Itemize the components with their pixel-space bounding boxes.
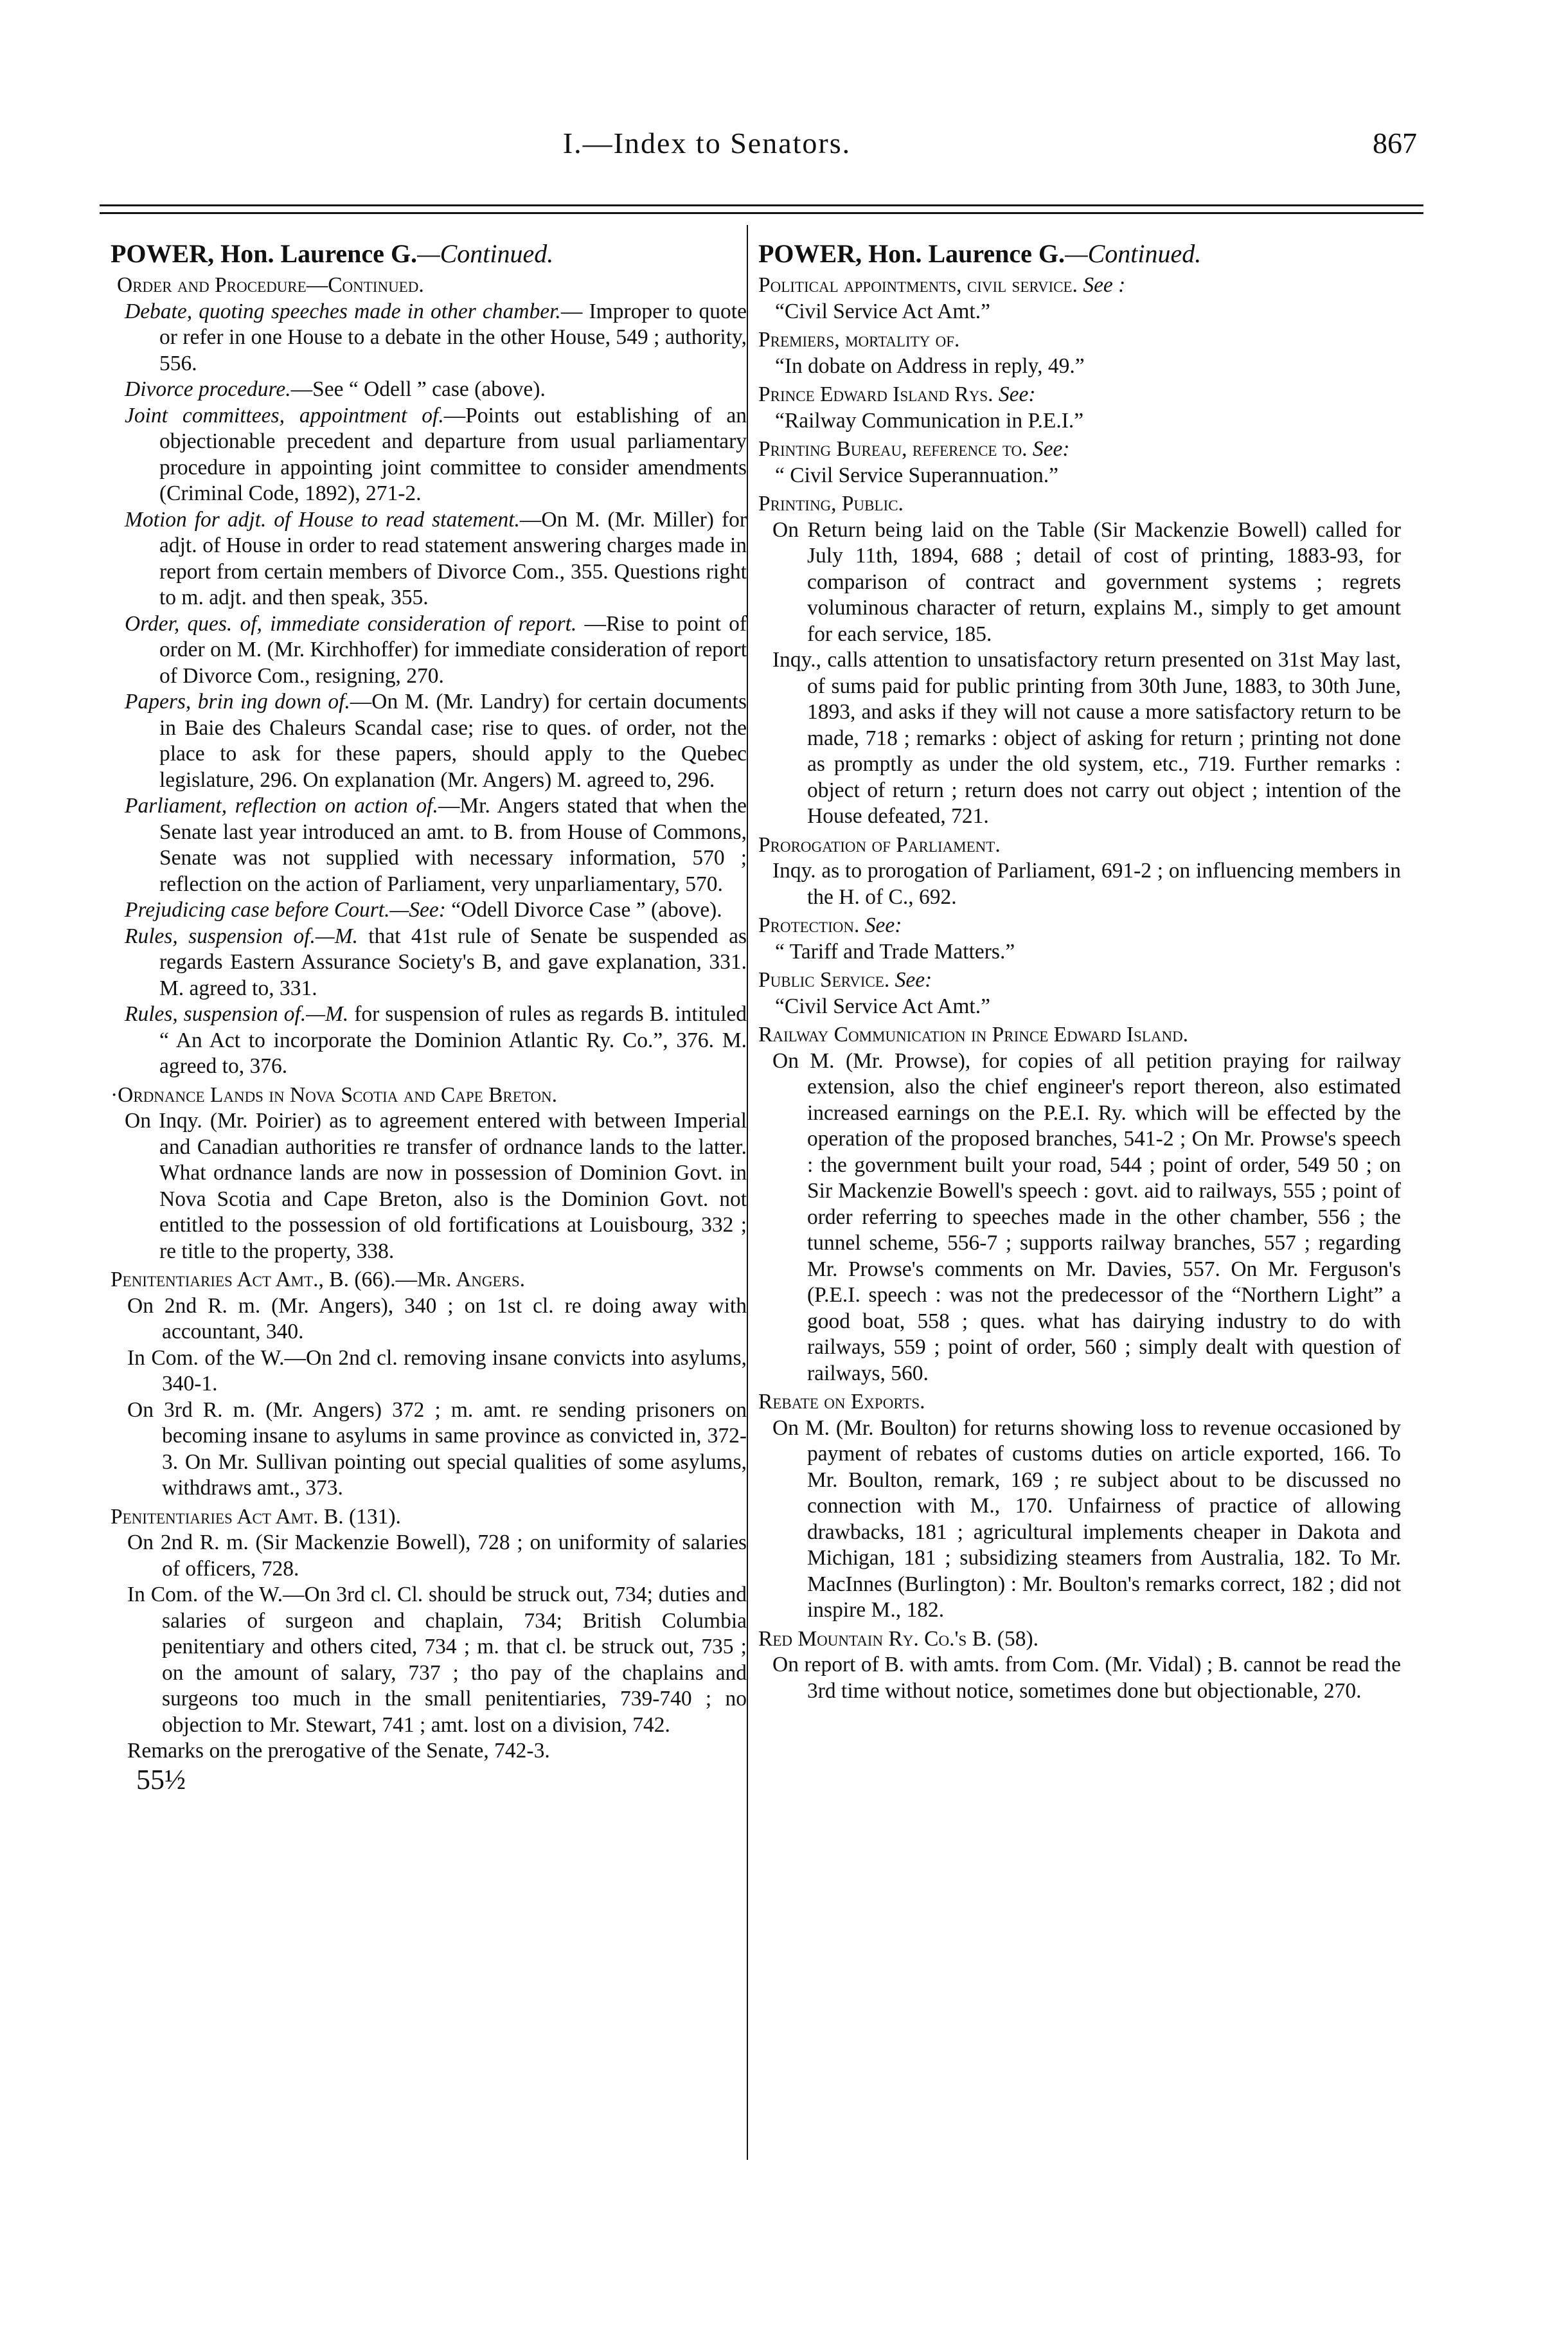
section-title-text: Premiers, mortality of.	[758, 328, 960, 352]
section-title-text: Railway Communication in Prince Edward Island.	[758, 1023, 1189, 1047]
section-title	[758, 832, 1401, 859]
entry-text: —On M. (Mr. Miller) for adjt. of House in order to read statement answering charges made in report from certain members of Divorce Com., 355. Questions right to m. adjt. and then speak, 355.	[159, 507, 747, 609]
see-reference: See:	[889, 968, 932, 992]
index-entry: In Com. of the W.—On 2nd cl. removing insane convicts into asylums, 340-1.	[127, 1345, 747, 1396]
index-entry: In Com. of the W.—On 3rd cl. Cl. should be struck out, 734; duties and salaries of surgeon and chaplain, 734; British Columbia penitentiary and others cited, 734 ; m. that cl. be struck out, 735 ; on the amount of salary, 737 ; tho pay of the chaplains and surgeons too much in the small penitentiaries, 739-740 ; no objection to Mr. Stewart, 741 ; amt. lost on a division, 742.	[127, 1583, 747, 1737]
section-title: Order and Procedure—Continued.	[117, 273, 424, 297]
header-rule-top	[100, 204, 1423, 206]
index-entry	[125, 897, 747, 924]
section-title	[758, 327, 1401, 354]
index-entry: “Civil Service Act Amt.”	[775, 994, 990, 1018]
index-entry	[125, 403, 747, 507]
signature-mark: 55½	[136, 1763, 186, 1795]
section-title	[758, 967, 1401, 994]
section-title	[758, 273, 1401, 299]
index-entry: “In dobate on Address in reply, 49.”	[775, 354, 1085, 378]
right-sections	[758, 273, 1401, 1704]
index-entry	[125, 377, 747, 403]
entry-topic: Order, ques. of, immediate consideration of report.	[125, 611, 577, 636]
index-entry: Remarks on the prerogative of the Senate, 742-3.	[127, 1739, 550, 1763]
section-title	[758, 1022, 1401, 1048]
entry-topic: Joint committees, appointment of.	[125, 403, 444, 427]
penitentiaries-131-entries	[111, 1530, 747, 1765]
entry-text: that 41st rule of Senate be suspended as regards Eastern Assurance Society's B, and gave explanation, 331. M. agreed to, 331.	[159, 924, 747, 1000]
entry-topic: Prejudicing case before Court.—See:	[125, 898, 446, 922]
section-title	[758, 1626, 1401, 1653]
entry-text: “Odell Divorce Case ” (above).	[445, 898, 722, 922]
page-number: 867	[1373, 127, 1417, 159]
left-column-heading	[111, 238, 747, 270]
continued-label: —Continued.	[1065, 239, 1202, 268]
index-entry: “Civil Service Act Amt.”	[775, 299, 990, 323]
index-entry: Inqy. as to prorogation of Parliament, 691-2 ; on influencing members in the H. of C., 692.	[772, 859, 1401, 909]
senator-name: POWER, Hon. Laurence G.	[758, 239, 1065, 268]
section-title-ordnance: ·Ordnance Lands in Nova Scotia and Cape Breton.	[111, 1083, 558, 1107]
index-entry: “ Civil Service Superannuation.”	[775, 463, 1058, 487]
entry-text: —Rise to point of order on M. (Mr. Kirchhoffer) for immediate consideration of report of Divorce Com., resigning, 270.	[159, 611, 747, 688]
index-entry	[125, 611, 747, 690]
section-title-text: Political appointments, civil service.	[758, 273, 1078, 297]
entry-topic: Debate, quoting speeches made in other chamber.	[125, 299, 561, 323]
index-entry	[125, 507, 747, 611]
section-title-text: Public Service.	[758, 968, 890, 992]
index-entry: On 2nd R. m. (Mr. Angers), 340 ; on 1st cl. re doing away with accountant, 340.	[127, 1293, 747, 1343]
index-entry	[125, 793, 747, 897]
index-entry: On Return being laid on the Table (Sir Mackenzie Bowell) called for July 11th, 1894, 688 ; detail of cost of printing, 1883-93, for comparison of contract and government systems ; regrets voluminous character of return, explains M., simply to get amount for each service, 185.	[772, 517, 1401, 646]
see-reference: See:	[1027, 437, 1070, 461]
section-title	[758, 1389, 1401, 1415]
index-entry	[125, 924, 747, 1002]
index-entry	[125, 299, 747, 377]
section-title-text: Prorogation of Parliament.	[758, 832, 1001, 857]
entry-topic: Rules, suspension of.—M.	[125, 1002, 349, 1026]
section-title	[758, 913, 1401, 939]
entry-text: —Mr. Angers stated that when the Senate last year introduced an amt. to B. from House of Commons, Senate was not supplied with necessary information, 570 ; reflection on the action of Parliament, very unparliamentary, 570.	[159, 794, 747, 896]
header-rule-bottom	[100, 212, 1423, 214]
column-divider	[747, 225, 748, 2160]
entry-topic: Divorce procedure.	[125, 377, 291, 401]
index-entry: On 2nd R. m. (Sir Mackenzie Bowell), 728 ; on uniformity of salaries of officers, 728.	[127, 1531, 747, 1581]
right-column-heading	[758, 238, 1401, 270]
ordnance-entry: On Inqy. (Mr. Poirier) as to agreement entered with between Imperial and Canadian authorities re transfer of ordnance lands to the latter. What ordnance lands are now in possession of Dominion Govt. in Nova Scotia and Cape Breton, also is the Dominion Govt. not entitled to the possession of old fortifications at Louisbourg, 332 ; re title to the property, 338.	[125, 1109, 747, 1263]
section-title	[758, 382, 1401, 408]
index-entry: “Railway Communication in P.E.I.”	[775, 408, 1084, 433]
index-entry: On M. (Mr. Boulton) for returns showing loss to revenue occasioned by payment of rebates of customs duties on article exported, 166. To Mr. Boulton, remark, 169 ; re subject about to be discussed no connection with M., 170. Unfairness of practice of allowing drawbacks, 181 ; agricultural implements cheaper in Dakota and Michigan, 181 ; subsidizing steamers from Australia, 182. To Mr. MacInnes (Burlington) : Mr. Boulton's remarks correct, 182 ; did not inspire M., 182.	[772, 1415, 1401, 1622]
left-entries	[111, 299, 747, 1080]
see-reference: See:	[993, 382, 1036, 406]
entry-text: —On M. (Mr. Landry) for certain documents in Baie des Chaleurs Scandal case; rise to ques. of order, not the place to ask for these papers, should apply to the Quebec legislature, 296. On explanation (Mr. Angers) M. agreed to, 296.	[159, 690, 747, 792]
index-entry: Inqy., calls attention to unsatisfactory return presented on 31st May last, of sums paid for public printing from 30th June, 1883, to 30th June, 1893, and asks if they will not cause a more satisfactory return to be made, 718 ; remarks : object of asking for return ; printing not done as promptly as under the old system, etc., 719. Further remarks : object of return ; return does not carry out object ; intention of the House defeated, 721.	[772, 648, 1401, 828]
entry-topic: Motion for adjt. of House to read statement.	[125, 507, 520, 532]
section-title-text: Printing Bureau, reference to.	[758, 437, 1028, 461]
index-entry: On 3rd R. m. (Mr. Angers) 372 ; m. amt. re sending prisoners on becoming insane to asylums in same province as convicted in, 372-3. On Mr. Sullivan pointing out special qualities of some asylums, withdraws amt., 373.	[127, 1397, 747, 1500]
entry-topic: Papers, brin ing down of.	[125, 690, 350, 714]
entry-text: —See “ Odell ” case (above).	[290, 377, 546, 401]
index-entry: On M. (Mr. Prowse), for copies of all petition praying for railway extension, also the chief engineer's report thereon, also estimated increased earnings on the P.E.I. Ry. which will be effected by the operation of the proposed branches, 541-2 ; On Mr. Prowse's speech : the government built your road, 544 ; point of order, 549 50 ; on Sir Mackenzie Bowell's speech : govt. aid to railways, 555 ; point of order referring to speeches made in the other chamber, 556 ; the tunnel scheme, 556-7 ; supports railway branches, 557 ; regarding Mr. Prowse's comments on Mr. Davies, 557. On Mr. Ferguson's (P.E.I. speech : was not the predecessor of the “Northern Light” a good boat, 558 ; ques. what has dairying industry to do with railways, 559 ; point of order, 560 ; simply dealt with question of railways, 560.	[772, 1048, 1401, 1385]
section-title-text: Rebate on Exports.	[758, 1390, 925, 1414]
penitentiaries-66-entries	[111, 1293, 747, 1502]
section-title-text: Prince Edward Island Rys.	[758, 382, 993, 406]
see-reference: See :	[1077, 273, 1126, 297]
section-title-text: Protection.	[758, 913, 860, 937]
entry-text: for suspension of rules as regards B. intituled “ An Act to incorporate the Dominion Atlantic Ry. Co.”, 376. M. agreed to, 376.	[159, 1002, 747, 1078]
section-title-penitentiaries-131: Penitentiaries Act Amt. B. (131).	[111, 1504, 401, 1529]
entry-topic: Parliament, reflection on action of.	[125, 794, 438, 818]
section-title	[758, 491, 1401, 517]
index-entry: “ Tariff and Trade Matters.”	[775, 939, 1015, 964]
section-title	[758, 436, 1401, 463]
entry-topic: Rules, suspension of.—M.	[125, 924, 358, 948]
index-entry	[125, 689, 747, 793]
section-title-text: Red Mountain Ry. Co.'s B. (58).	[758, 1626, 1038, 1651]
continued-label: —Continued.	[417, 239, 554, 268]
section-title-penitentiaries-66: Penitentiaries Act Amt., B. (66).—Mr. Angers.	[111, 1268, 526, 1291]
index-entry	[125, 1002, 747, 1080]
entry-text: —Points out establishing of an objectionable precedent and departure from usual parliamentary procedure in appointing joint committee to consider amendments (Criminal Code, 1892), 271-2.	[159, 403, 747, 505]
entry-text: — Improper to quote or refer in one House to a debate in the other House, 549 ; authority, 556.	[159, 299, 747, 375]
index-entry: On report of B. with amts. from Com. (Mr. Vidal) ; B. cannot be read the 3rd time without notice, sometimes done but objectionable, 270.	[772, 1653, 1401, 1703]
senator-name: POWER, Hon. Laurence G.	[111, 239, 418, 268]
section-title-text: Printing, Public.	[758, 492, 904, 516]
see-reference: See:	[859, 913, 902, 937]
running-header-title: I.—Index to Senators.	[562, 127, 851, 159]
right-column	[758, 238, 1401, 1704]
left-column	[111, 238, 747, 1793]
